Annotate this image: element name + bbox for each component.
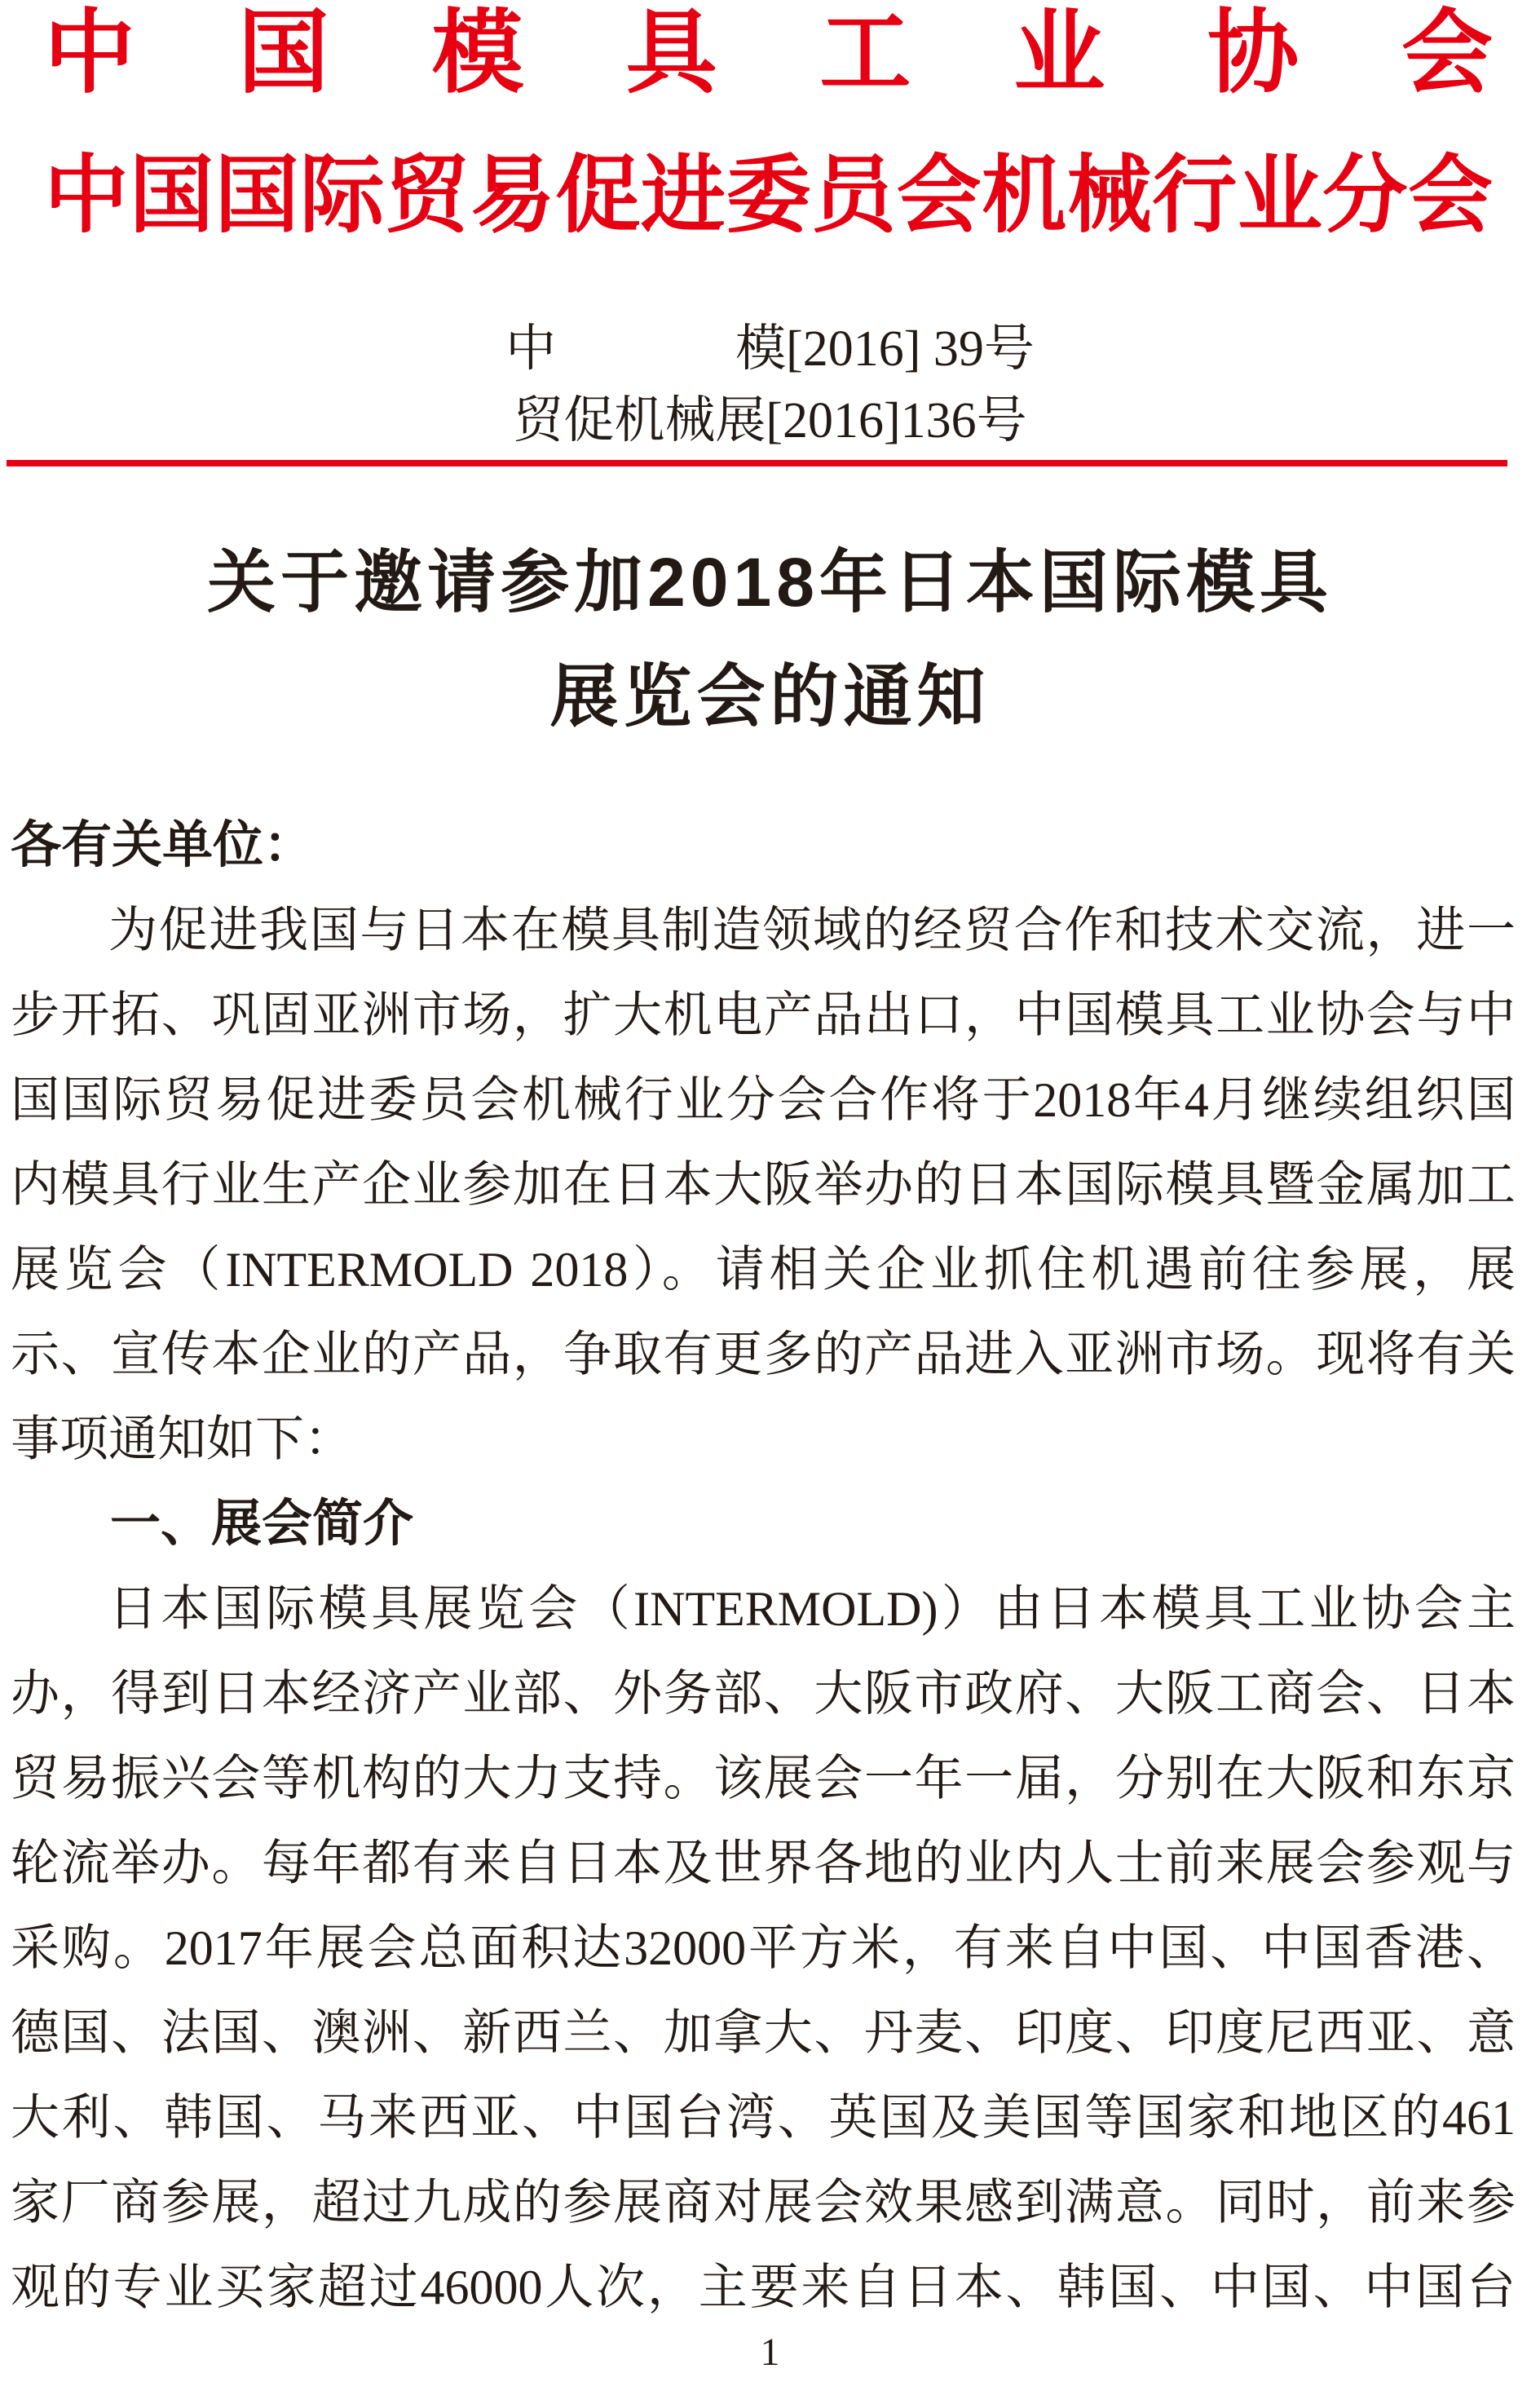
- body-line: 办，得到日本经济产业部、外务部、大阪市政府、大阪工商会、日本: [11, 1667, 1516, 1721]
- body-line: 家厂商参展，超过九成的参展商对展会效果感到满意。同时，前来参: [11, 2176, 1516, 2230]
- doc-number-line1: [0, 313, 1540, 385]
- body-line: 观的专业买家超过46000人次，主要来自日本、韩国、中国、中国台: [11, 2260, 1516, 2314]
- letterhead-org-line2: 中国国际贸易促进委员会机械行业分会: [44, 149, 1493, 243]
- body-line: 展览会（INTERMOLD 2018）。请相关企业抓住机遇前往参展，展: [11, 1243, 1516, 1297]
- body-line: 贸易振兴会等机构的大力支持。该展会一年一届，分别在大阪和东京: [11, 1752, 1516, 1805]
- body-line: 步开拓、巩固亚洲市场，扩大机电产品出口，中国模具工业协会与中: [11, 988, 1516, 1042]
- salutation-line: 各有关单位：: [11, 817, 315, 873]
- body-line: 事项通知如下：: [11, 1412, 353, 1466]
- body-line: 德国、法国、澳洲、新西兰、加拿大、丹麦、印度、印度尼西亚、意: [11, 2006, 1516, 2060]
- red-divider-rule: [7, 460, 1507, 466]
- body-line: 内模具行业生产企业参加在日本大阪举办的日本国际模具暨金属加工: [11, 1158, 1516, 1212]
- doc-number-line1-left: 中: [505, 321, 557, 377]
- document-body: [0, 803, 1540, 2330]
- body-line: 示、宣传本企业的产品，争取有更多的产品进入亚洲市场。现将有关: [11, 1328, 1516, 1381]
- document-numbers: [0, 313, 1540, 457]
- doc-number-line2: 贸促机械展[2016]136号: [513, 393, 1027, 449]
- body-line: 轮流举办。每年都有来自日本及世界各地的业内人士前来展会参观与: [11, 1836, 1516, 1890]
- letterhead: [0, 0, 1540, 243]
- section-heading: 一、展会简介: [110, 1496, 414, 1552]
- notice-title-line1: 关于邀请参加2018年日本国际模具: [207, 544, 1333, 621]
- body-line: 采购。2017年展会总面积达32000平方米，有来自中国、中国香港、: [11, 1921, 1516, 1975]
- doc-number-line1-right: 模[2016] 39号: [735, 321, 1035, 377]
- body-line: 日本国际模具展览会（INTERMOLD)）由日本模具工业协会主: [108, 1582, 1516, 1636]
- body-line: 为促进我国与日本在模具制造领域的经贸合作和技术交流，进一: [108, 904, 1516, 957]
- page-number: 1: [760, 2331, 780, 2374]
- body-line: 国国际贸易促进委员会机械行业分会合作将于2018年4月继续组织国: [11, 1073, 1516, 1127]
- body-line: 大利、韩国、马来西亚、中国台湾、英国及美国等国家和地区的461: [11, 2091, 1516, 2145]
- notice-title: [0, 525, 1540, 753]
- notice-title-line2: 展览会的通知: [549, 658, 991, 735]
- letterhead-org-line1: 中国模具工业协会: [44, 3, 1493, 104]
